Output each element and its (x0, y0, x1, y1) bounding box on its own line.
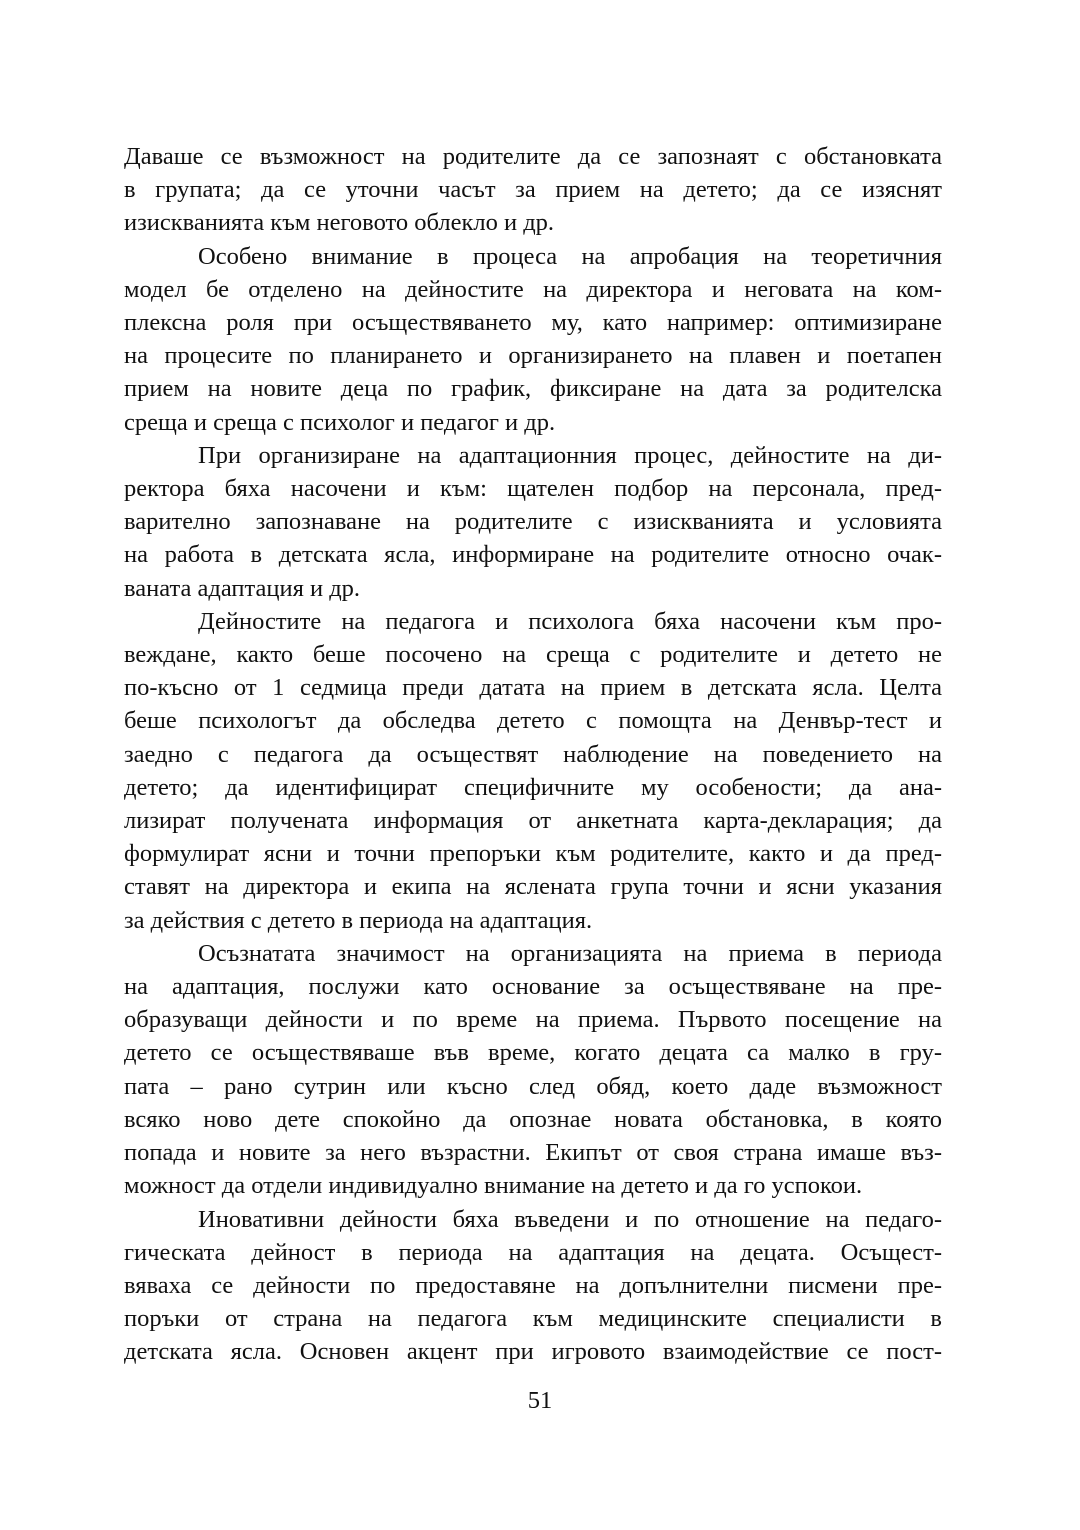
text-line: ректора бяха насочени и към: щателен подбор на персонала, пред- (124, 475, 942, 503)
page-body (124, 140, 942, 1369)
page-number: 51 (527, 1387, 553, 1414)
text-line: по-късно от 1 седмица преди датата на прием в детската ясла. Целта (124, 674, 942, 702)
text-line: вяваха се дейности по предоставяне на допълнителни писмени пре- (124, 1271, 942, 1299)
text-line: беше психологът да обследва детето с помощта на Денвър-тест и (124, 707, 942, 735)
text-line: варително запознаване на родителите с изискванията и условията (124, 508, 942, 536)
text-line: При организиране на адаптационния процес, дейностите на ди- (198, 441, 942, 469)
text-line: изискванията към неговото облекло и др. (124, 209, 555, 237)
text-line: на адаптация, послужи като основание за осъществяване на пре- (124, 973, 942, 1001)
text-line: детската ясла. Основен акцент при игровото взаимодействие се пост- (124, 1338, 942, 1366)
text-line: можност да отдели индивидуално внимание на детето и да го успокои. (124, 1172, 863, 1200)
paragraph-1 (124, 140, 942, 240)
text-line: заедно с педагога да осъществят наблюдение на поведението на (124, 740, 942, 768)
text-line: на процесите по планирането и организирането на плавен и поетапен (124, 342, 942, 370)
text-line: веждане, както беше посочено на среща с родителите и детето не (124, 641, 942, 669)
text-line: ставят на директора и екипа на ясленaта група точни и ясни указания (124, 873, 942, 901)
text-line: Дейностите на педагога и психолога бяха насочени към про- (198, 607, 942, 635)
text-line: Иновативни дейности бяха въведени и по отношение на педаго- (198, 1205, 942, 1233)
text-line: пата – рано сутрин или късно след обяд, което даде възможност (124, 1072, 942, 1100)
text-line: Даваше се възможност на родителите да се запознаят с обстановката (124, 143, 942, 170)
text-line: Особено внимание в процеса на апробация на теоретичния (198, 242, 942, 270)
text-line: на работа в детската ясла, информиране на родителите относно очак- (124, 541, 942, 569)
text-line: образуващи дейности и по време на приема. Първото посещение на (124, 1006, 942, 1034)
text-line: формулират ясни и точни препоръки към родителите, както и да пред- (124, 840, 942, 868)
text-line: среща и среща с психолог и педагог и др. (124, 408, 556, 436)
text-line: поръки от страна на педагога към медицинските специалисти в (124, 1305, 942, 1333)
text-line: ваната адаптация и др. (124, 574, 361, 602)
paragraph-2 (124, 240, 942, 439)
paragraph-4 (124, 605, 942, 937)
text-line: лизират получената информация от анкетната карта-декларация; да (124, 807, 942, 835)
paragraph-6 (124, 1203, 942, 1369)
paragraph-5 (124, 937, 942, 1203)
text-line: детето се осъществяваше във време, когато децата са малко в гру- (124, 1039, 942, 1067)
text-line: попада и новите за него възрастни. Екипът от своя страна имаше въз- (124, 1139, 942, 1167)
text-line: плексна роля при осъществяването му, като например: оптимизиране (124, 309, 942, 337)
text-line: в групата; да се уточни часът за прием на детето; да се изяснят (124, 176, 942, 204)
text-line: Осъзнатата значимост на организацията на приема в периода (198, 939, 942, 967)
text-line: гическата дейност в периода на адаптация на децата. Осъщест- (124, 1238, 942, 1266)
text-line: всяко ново дете спокойно да опознае новата обстановка, в която (124, 1105, 942, 1133)
text-line: модел бе отделено на дейностите на директора и неговата на ком- (124, 275, 942, 303)
text-line: прием на новите деца по график, фиксиране на дата за родителска (124, 375, 942, 403)
paragraph-3 (124, 439, 942, 605)
text-line: за действия с детето в периода на адаптация. (124, 906, 593, 934)
text-line: детето; да идентифицират специфичните му особености; да ана- (124, 773, 942, 801)
